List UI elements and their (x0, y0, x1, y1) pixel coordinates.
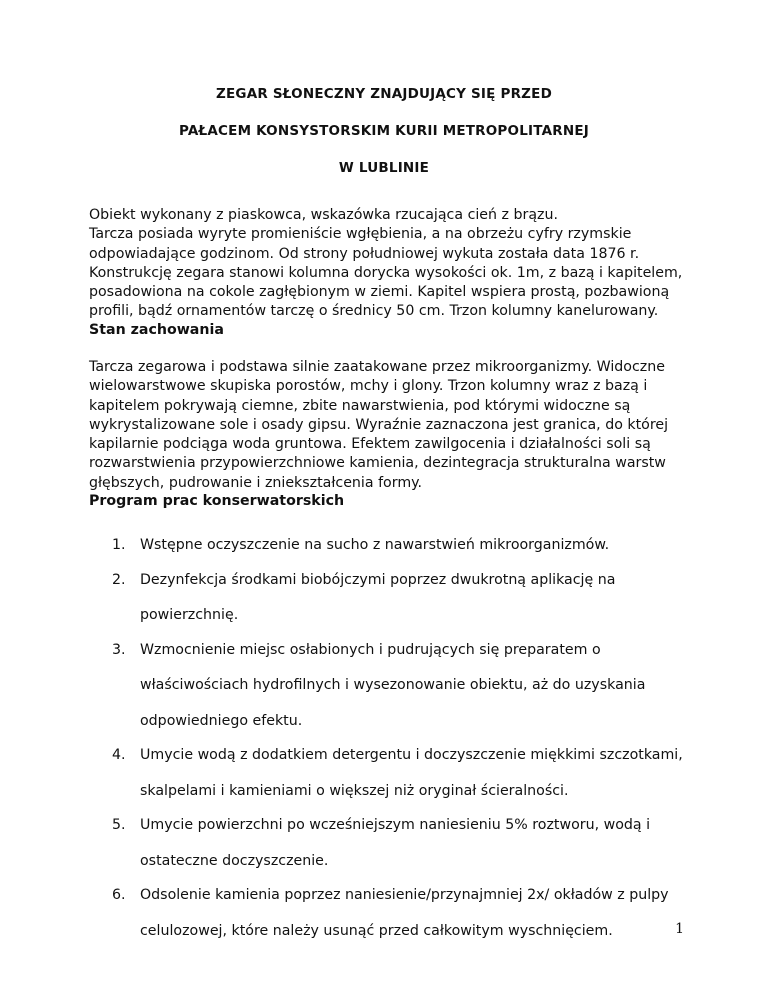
item-line: Odsolenie kamienia poprzez naniesienie/przynajmniej 2x/ okładów z pulpy (140, 887, 669, 903)
condition-line: Tarcza zegarowa i podstawa silnie zaatakowane przez mikroorganizmy. Widoczne (89, 359, 665, 375)
item-line: Umycie powierzchni po wcześniejszym naniesieniu 5% roztworu, wodą i (140, 817, 651, 833)
intro-line: profili, bądź ornamentów tarczę o średnicy 50 cm. Trzon kolumny kanelurowany. (89, 303, 659, 320)
intro-line: odpowiadające godzinom. Od strony południowej wykuta została data 1876 r. (89, 245, 640, 262)
item-line: ostateczne doczyszczenie. (140, 852, 329, 869)
program-item (112, 563, 683, 634)
item-line: Dezynfekcja środkami biobójczymi poprzez dwukrotną aplikację na (140, 571, 616, 588)
item-line: celulozowej, które należy usunąć przed całkowitym wyschnięciem. (140, 922, 613, 939)
condition-line: kapitelem pokrywają ciemne, zbite nawarstwienia, pod którymi widoczne są (89, 397, 631, 414)
item-line: powierzchnię. (140, 607, 239, 623)
program-list (112, 528, 683, 949)
section-heading-program: Program prac konserwatorskich (89, 493, 345, 509)
item-number: 5. (112, 817, 126, 833)
item-number: 1. (112, 537, 126, 553)
condition-paragraph (89, 358, 668, 493)
item-line: właściwościach hydrofilnych i wysezonowanie obiektu, aż do uzyskania (140, 677, 646, 693)
item-line: Wstępne oczyszczenie na sucho z nawarstwień mikroorganizmów. (140, 537, 610, 553)
program-item (112, 528, 683, 564)
item-number: 2. (112, 571, 126, 588)
program-item (112, 738, 683, 809)
item-number: 4. (112, 747, 126, 763)
item-line: skalpelami i kamieniami o większej niż oryginał ścieralności. (140, 782, 569, 799)
condition-line: wykrystalizowane sole i osady gipsu. Wyraźnie zaznaczona jest granica, do której (89, 416, 669, 433)
program-item (112, 878, 683, 949)
intro-line: Tarcza posiada wyryte promieniście wgłębienia, a na obrzeżu cyfry rzymskie (89, 226, 632, 243)
section-heading-condition: Stan zachowania (89, 322, 224, 338)
item-number: 6. (112, 887, 126, 903)
item-line: odpowiedniego efektu. (140, 712, 303, 729)
condition-line: rozwarstwienia przypowierzchniowe kamienia, dezintegracja strukturalna warstw (89, 455, 666, 472)
title-line-3: W LUBLINIE (338, 160, 430, 176)
title-line-1: ZEGAR SŁONECZNY ZNAJDUJĄCY SIĘ PRZED (216, 86, 552, 102)
intro-line: posadowiona na cokole zagłębionym w ziemi. Kapitel wspiera prostą, pozbawioną (89, 284, 670, 301)
page-number: 1 (675, 921, 684, 937)
condition-line: kapilarnie podciąga woda gruntowa. Efektem zawilgocenia i działalności soli są (89, 436, 651, 453)
intro-line: Obiekt wykonany z piaskowca, wskazówka rzucająca cień z brązu. (89, 207, 558, 223)
intro-line: Konstrukcję zegara stanowi kolumna dorycka wysokości ok. 1m, z bazą i kapitelem, (89, 264, 683, 281)
condition-line: głębszych, pudrowanie i zniekształcenia formy. (89, 474, 423, 491)
item-line: Umycie wodą z dodatkiem detergentu i doczyszczenie miękkimi szczotkami, (140, 747, 683, 763)
item-line: Wzmocnienie miejsc osłabionych i pudrujących się preparatem o (140, 641, 601, 658)
title-line-2: PAŁACEM KONSYSTORSKIM KURII METROPOLITARNEJ (179, 123, 589, 139)
program-item (112, 808, 683, 879)
item-number: 3. (112, 641, 126, 658)
intro-paragraph (89, 206, 709, 322)
condition-line: wielowarstwowe skupiska porostów, mchy i glony. Trzon kolumny wraz z bazą i (89, 378, 648, 395)
program-item (112, 633, 683, 740)
